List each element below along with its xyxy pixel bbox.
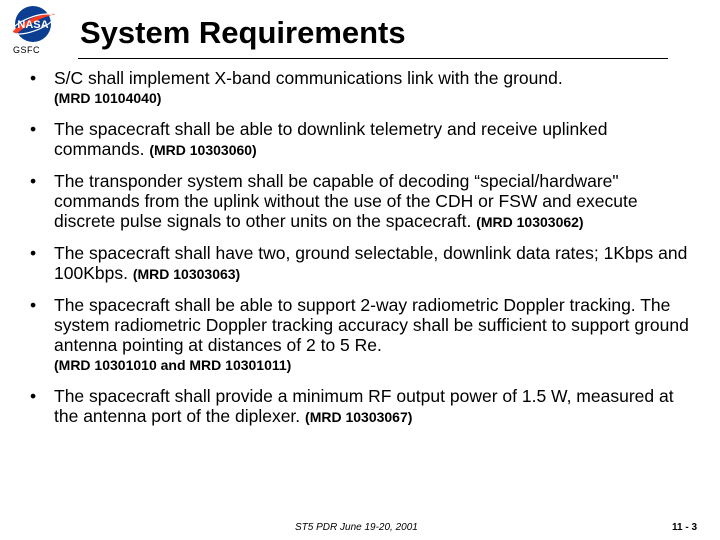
bullet-icon: • bbox=[30, 243, 37, 263]
requirement-text: The spacecraft shall provide a minimum RF output power of 1.5 W, measured at the antenna port of the diplexer. bbox=[54, 386, 674, 426]
page-title: System Requirements bbox=[80, 15, 406, 50]
requirement-item bbox=[30, 119, 695, 160]
requirement-item bbox=[30, 386, 695, 427]
requirements-list bbox=[30, 68, 695, 438]
requirement-text: The spacecraft shall be able to downlink telemetry and receive uplinked commands. bbox=[54, 119, 608, 159]
bullet-icon: • bbox=[30, 68, 37, 88]
page-number: 11 - 3 bbox=[672, 522, 698, 533]
requirement-ref: (MRD 10303060) bbox=[149, 142, 257, 158]
requirement-text: The transponder system shall be capable of decoding “special/hardware" commands from the uplink without the use of the CDH or FSW and execute discrete pulse signals to other units on the spacecraft. bbox=[54, 171, 638, 231]
requirement-ref: (MRD 10303063) bbox=[132, 266, 241, 282]
requirement-ref: (MRD 10104040) bbox=[54, 90, 162, 106]
nasa-logo bbox=[6, 4, 60, 44]
requirement-text: The spacecraft shall be able to support 2-way radiometric Doppler tracking. The system radiometric Doppler tracking accuracy shall be sufficient to support ground antenna pointing at distances of 2 to 5 Re. bbox=[54, 295, 689, 355]
nasa-logo-text: NASA bbox=[17, 19, 49, 31]
requirement-item bbox=[30, 68, 695, 108]
bullet-icon: • bbox=[30, 171, 37, 191]
requirement-item bbox=[30, 243, 695, 284]
requirement-text: The spacecraft shall have two, ground selectable, downlink data rates; 1Kbps and 100Kbps. bbox=[54, 243, 688, 283]
center-label: GSFC bbox=[13, 45, 41, 55]
bullet-icon: • bbox=[30, 386, 37, 406]
requirement-text: S/C shall implement X-band communications link with the ground. bbox=[54, 68, 563, 88]
title-underline bbox=[78, 58, 668, 59]
requirement-ref: (MRD 10301010 and MRD 10301011) bbox=[54, 357, 292, 373]
requirement-item bbox=[30, 295, 695, 375]
requirement-ref: (MRD 10303062) bbox=[476, 214, 584, 230]
requirement-ref: (MRD 10303067) bbox=[305, 409, 413, 425]
bullet-icon: • bbox=[30, 295, 37, 315]
footer-event: ST5 PDR June 19-20, 2001 bbox=[295, 522, 418, 533]
requirement-item bbox=[30, 171, 695, 232]
bullet-icon: • bbox=[30, 119, 37, 139]
